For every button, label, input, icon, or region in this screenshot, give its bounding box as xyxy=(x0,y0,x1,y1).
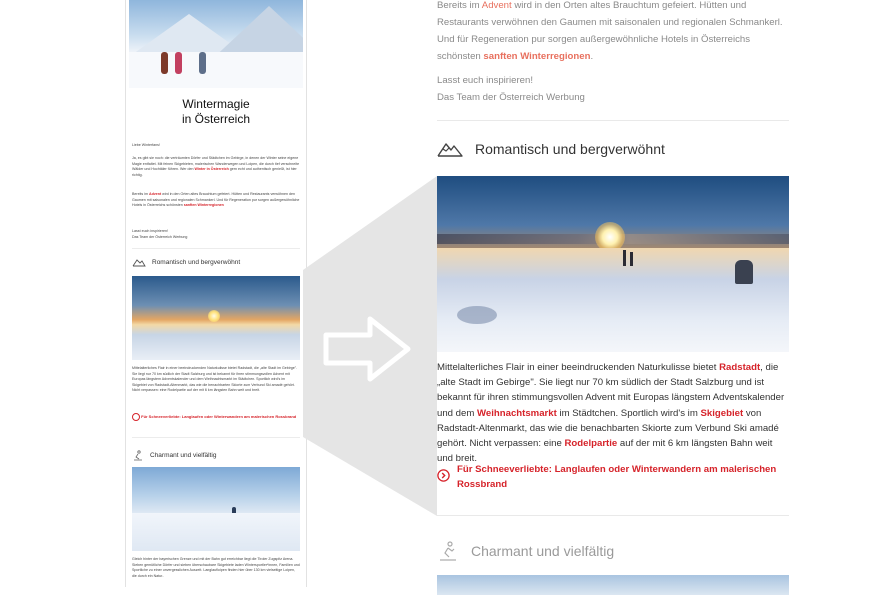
section2-body: Gleich hinter der bayerischen Grenze und mit der Bahn gut erreichbar liegt die Tiroler Zugspitz Arena. Sieben gemütliche Dörfer und sieben überschaubare Skigebiete laden Wintersportler*innen, Familien und Sportliche zu einer unvergesslichen Auszeit. Langlaufloipen finden hier über 130 km vielseitige Loipen, die durch ein Natur- xyxy=(132,557,300,578)
rossbrand-link[interactable]: Für Schneeverliebte: Langlaufen oder Winterwandern am malerischen Rossbrand xyxy=(437,462,789,492)
email-preview xyxy=(125,0,307,587)
hiker-figure xyxy=(623,250,626,266)
rossbrand-link[interactable]: Für Schneeverliebte: Langlaufen oder Winterwandern am malerischen Rossbrand xyxy=(132,413,296,421)
sunset-snow-image xyxy=(132,276,300,360)
cross-country-ski-image xyxy=(437,575,789,595)
snowy-tree-stump xyxy=(735,260,753,284)
chevron-circle-icon xyxy=(437,469,450,482)
skier-figure xyxy=(199,52,206,74)
divider xyxy=(437,515,789,516)
section-heading-charmant: Charmant und vielfältig xyxy=(132,450,216,461)
hero-image-skiers xyxy=(129,0,303,88)
skier-icon xyxy=(132,450,144,461)
mountain-icon xyxy=(132,258,146,267)
mountain-icon xyxy=(437,140,463,158)
link-winter-oesterreich[interactable]: Winter in Österreich xyxy=(194,167,229,172)
divider xyxy=(437,120,789,121)
cross-country-ski-image xyxy=(132,467,300,551)
link-radstadt[interactable]: Radstadt xyxy=(719,362,761,373)
email-greeting: Liebe Winterfans! xyxy=(132,143,160,147)
link-winterregionen[interactable]: sanften Winterregionen xyxy=(483,51,591,62)
section-heading-romantisch: Romantisch und bergverwöhnt xyxy=(132,258,240,267)
section1-body: Mittelalterliches Flair in einer beeindruckenden Naturkulisse bietet Radstadt, die „alte Stadt im Gebirge". Sie liegt nur 70 km südlich der Stadt Salzburg und ist bekannt für ihren stimmungsvollen Advent mit Europas längstem Adventskalender und dem Weihnachtsmarkt im Städtchen. Sportlich wird's im Skigebiet von Radstadt-Altenmarkt, das wie die benachbarten Skiorte zum Verbund Ski amadé gehört. Nicht verpassen: eine Rodelpartie auf der mit 6 km längsten Bahn weit und breit. xyxy=(437,362,785,465)
link-advent[interactable]: Advent xyxy=(481,0,512,11)
email-intro-paragraph: Ja, es gibt sie noch: die verträumten Dörfer und Städtchen im Gebirge, in denen der Winter seine eigene Magie entfaltet. Mit feinen Skigebieten, malerischen Wanderwegen und Loipen, die durch tief verschneite Wälder und Hochtäler führen. Wer den Winter in Österreich gern echt und authentisch genießt, ist hier richtig. xyxy=(132,156,300,177)
skier-figure xyxy=(161,52,168,74)
chevron-circle-icon xyxy=(132,413,140,421)
sunset-snow-image xyxy=(437,176,789,352)
link-skigebiet[interactable]: Skigebiet xyxy=(700,407,744,419)
section-heading-romantisch: Romantisch und bergverwöhnt xyxy=(437,140,665,158)
hiker-figure xyxy=(630,252,633,266)
link-winterregionen[interactable]: sanften Winterregionen xyxy=(183,203,224,208)
arrow-right-icon xyxy=(322,315,412,383)
skier-icon xyxy=(437,540,459,562)
divider xyxy=(132,248,300,249)
divider xyxy=(132,437,300,438)
email-advent-paragraph: Bereits im Advent wird in den Orten altes Brauchtum gefeiert. Hütten und Restaurants verwöhnen den Gaumen mit saisonalen und regionalen Schmankerl. Und für Regeneration pur sorgen außergewöhnliche Hotels in Österreichs schönsten sanften Winterregionen xyxy=(132,192,300,208)
zoom-wedge xyxy=(303,0,437,587)
email-title: Wintermagie in Österreich xyxy=(181,97,251,126)
link-rodelpartie[interactable]: Rodelpartie xyxy=(564,438,618,450)
link-advent[interactable]: Advent xyxy=(148,192,162,196)
section1-body: Mittelalterliches Flair in einer beeindruckenden Naturkulisse bietet Radstadt, die „alte Stadt im Gebirge". Sie liegt nur 70 km südlich der Stadt Salzburg und ist bekannt für ihren stimmungsvollen Advent mit Europas längstem Adventskalender und dem Weihnachtsmarkt im Städtchen. Sportlich wird's im Skigebiet von Radstadt-Altenmarkt, das wie die benachbarten Skiorte zum Verbund Ski amadé gehört. Nicht verpassen: eine Rodelpartie auf der mit 6 km längsten Bahn weit und breit. xyxy=(132,366,298,393)
signature: Lasst euch inspirieren! Das Team der Österreich Werbung xyxy=(437,75,585,103)
link-weihnachtsmarkt[interactable]: Weihnachtsmarkt xyxy=(477,407,557,419)
advent-paragraph: Bereits im Advent wird in den Orten altes Brauchtum gefeiert. Hütten und Restaurants verwöhnen den Gaumen mit saisonalen und regionalen Schmankerl. Und für Regeneration pur sorgen außergewöhnliche Hotels in Österreichs schönsten sanften Winterregionen. xyxy=(437,0,783,62)
email-signature: Lasst euch inspirieren! Das Team der Österreich Werbung xyxy=(132,229,188,239)
skier-figure xyxy=(175,52,182,74)
section-heading-charmant: Charmant und vielfältig xyxy=(437,540,614,562)
zoomed-email-section xyxy=(437,0,789,587)
